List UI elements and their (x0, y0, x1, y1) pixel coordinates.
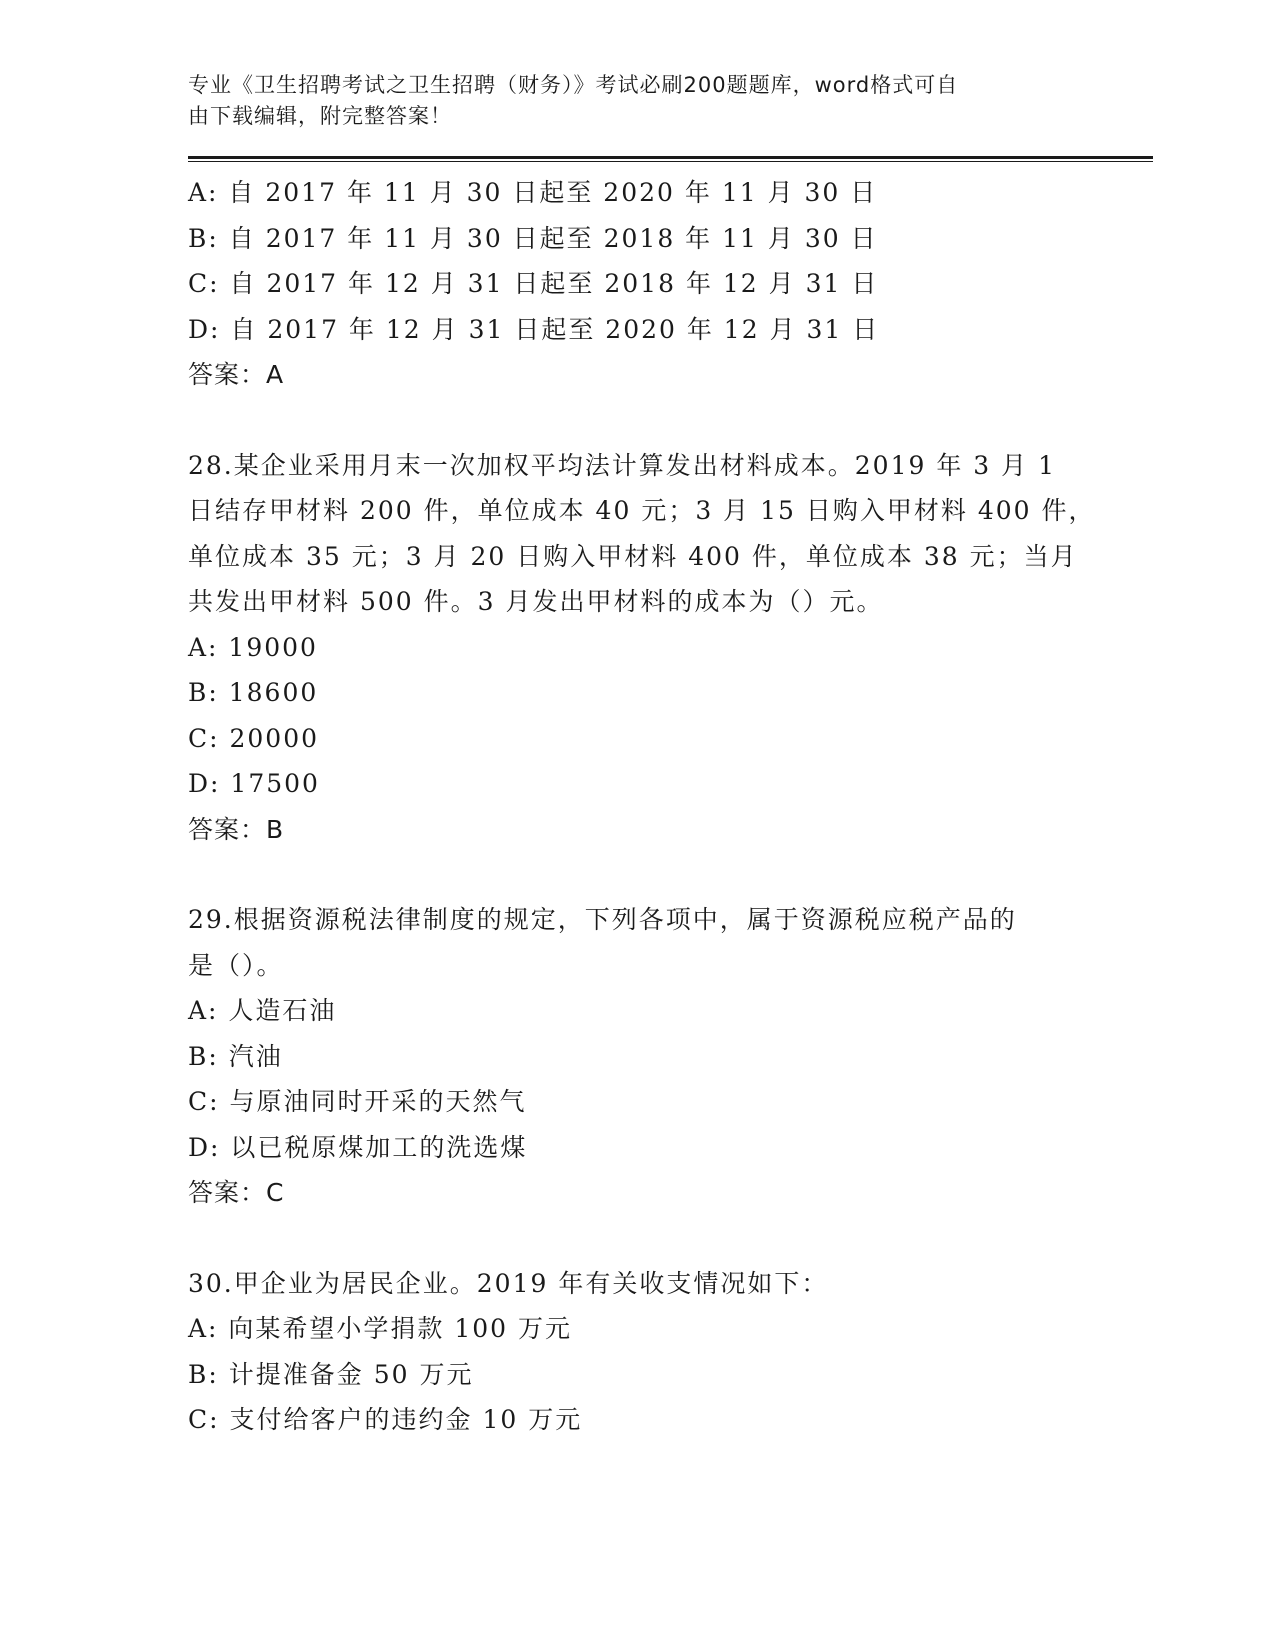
option-b: B: 汽油 (188, 1041, 283, 1071)
question-text-line: 日结存甲材料 200 件，单位成本 40 元；3 月 15 日购入甲材料 400 件， (188, 496, 1096, 525)
question-27 (188, 170, 1153, 398)
question-text-line: 单位成本 35 元；3 月 20 日购入甲材料 400 件，单位成本 38 元；当月 (188, 541, 1078, 571)
option-c: C: 自 2017 年 12 月 31 日起至 2018 年 12 月 31 日 (188, 269, 879, 298)
option-b: B: 18600 (188, 678, 319, 707)
option-b: B: 计提准备金 50 万元 (188, 1359, 474, 1389)
option-d: D: 自 2017 年 12 月 31 日起至 2020 年 12 月 31 日 (188, 314, 880, 344)
question-text-line: 28.某企业采用月末一次加权平均法计算发出材料成本。2019 年 3 月 1 (188, 450, 1056, 480)
question-29 (188, 897, 1153, 1216)
option-a: A: 人造石油 (188, 996, 337, 1025)
document-header (188, 70, 1068, 132)
header-line-2: 由下载编辑，附完整答案！ (188, 104, 452, 128)
question-text-line: 共发出甲材料 500 件。3 月发出甲材料的成本为（）元。 (188, 587, 884, 616)
option-a: A: 自 2017 年 11 月 30 日起至 2020 年 11 月 30 日 (188, 178, 878, 207)
question-28 (188, 443, 1153, 853)
option-c: C: 20000 (188, 723, 320, 753)
answer: 答案：B (188, 814, 285, 844)
option-b: B: 自 2017 年 11 月 30 日起至 2018 年 11 月 30 日 (188, 223, 878, 253)
question-text-line: 30.甲企业为居民企业。2019 年有关收支情况如下： (188, 1268, 829, 1298)
header-line-1: 专业《卫生招聘考试之卫生招聘（财务）》考试必刷200题题库，word格式可自 (188, 73, 959, 97)
option-c: C: 与原油同时开采的天然气 (188, 1087, 527, 1116)
option-d: D: 以已税原煤加工的洗选煤 (188, 1132, 528, 1162)
answer: 答案：C (188, 1178, 285, 1207)
question-text-line: 29.根据资源税法律制度的规定，下列各项中，属于资源税应税产品的 (188, 905, 1017, 934)
question-text-line: 是（）。 (188, 950, 284, 980)
option-a: A: 向某希望小学捐款 100 万元 (188, 1314, 573, 1343)
header-divider (188, 156, 1153, 162)
option-d: D: 17500 (188, 769, 320, 798)
answer: 答案：A (188, 360, 285, 389)
spacer (188, 1216, 1153, 1261)
spacer (188, 398, 1153, 443)
spacer (188, 852, 1153, 897)
option-c: C: 支付给客户的违约金 10 万元 (188, 1405, 583, 1434)
question-30 (188, 1261, 1153, 1443)
document-page (188, 70, 1153, 1443)
question-content (188, 170, 1153, 1443)
option-a: A: 19000 (188, 632, 318, 662)
